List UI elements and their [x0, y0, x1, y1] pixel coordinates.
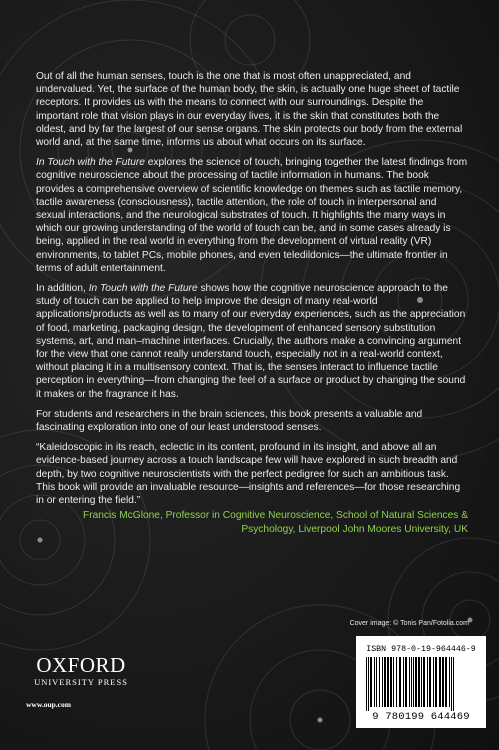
cover-image-credit: Cover image: © Tonis Pan/Fotolia.com — [349, 620, 469, 627]
review-quote: “Kaleidoscopic in its reach, eclectic in its content, profound in its insight, and above all an evidence-based journey across a touch landscape few will have explored in such breadth and depth, by two cognitive neuroscientists with the perfect pedigree for such an ambitious task. This book will provide an invaluable resource—insights and references—for those researching in or entering the field.” — [36, 442, 461, 507]
isbn-number: ISBN 978-0-19-964446-9 — [366, 645, 476, 654]
isbn-barcode — [356, 636, 486, 728]
paragraph-4: For students and researchers in the brain sciences, this book presents a valuable and fascinating exploration into one of our least understood senses. — [36, 408, 423, 434]
oxford-logo — [26, 654, 136, 687]
publisher-name: OXFORD — [36, 653, 126, 677]
review-attribution: Francis McGlone, Professor in Cognitive Neuroscience, School of Natural Sciences & Psychology, Liverpool John Moores University, UK — [82, 510, 468, 535]
paragraph-1: Out of all the human senses, touch is the one that is most often unappreciated, and undervalued. Yet, the surface of the human body, the skin, is actually one huge sheet of tactile receptors. It provides us with the means to connect with our surroundings. Despite the important role that vision plays in our everyday lives, it is the skin that constitutes both the oldest, and by far the largest of our sense organs. The skin protects our body from the external world and, at the same time, informs us about what occurs on its surface. — [36, 71, 463, 149]
blurb-text — [36, 70, 468, 536]
publisher-subtitle: UNIVERSITY PRESS — [34, 677, 128, 687]
paragraph-3: In addition, In Touch with the Future shows how the cognitive neuroscience approach to the study of touch can be applied to help improve the design of many real-world applications/products as well as to many of our everyday experiences, such as the appreciation of food, marketing, packaging design, the development of enhanced sensory substitution systems, art, and man–machine interfaces. Crucially, the authors make a convincing argument for the view that one cannot really understand touch, especially not in a real-world context, without placing it in a multisensory context. That is, the senses interact to influence tactile perception in everything—from changing the feel of a surface or product by changing the sound it makes or the fragrance it has. — [36, 283, 466, 400]
ean-digits: 9 780199 644469 — [372, 711, 470, 723]
barcode-bars — [362, 657, 480, 711]
paragraph-2: In Touch with the Future explores the science of touch, bringing together the latest findings from cognitive neuroscience about the processing of tactile information in humans. The book provides a comprehensive overview of scientific knowledge on themes such as tactile memory, tactile awareness (consciousness), tactile attention, the role of touch in interpersonal and sexual interactions, and the neurological substrates of touch. It highlights the many ways in which our growing understanding of the world of touch can be, and in some cases already is being, applied in the real world in everything from the development of virtual reality (VR) environments, to tablet PCs, mobile phones, and even teledildonics—the ultimate frontier in terms of adult entertainment. — [36, 157, 468, 274]
publisher-url: www.oup.com — [26, 700, 72, 709]
